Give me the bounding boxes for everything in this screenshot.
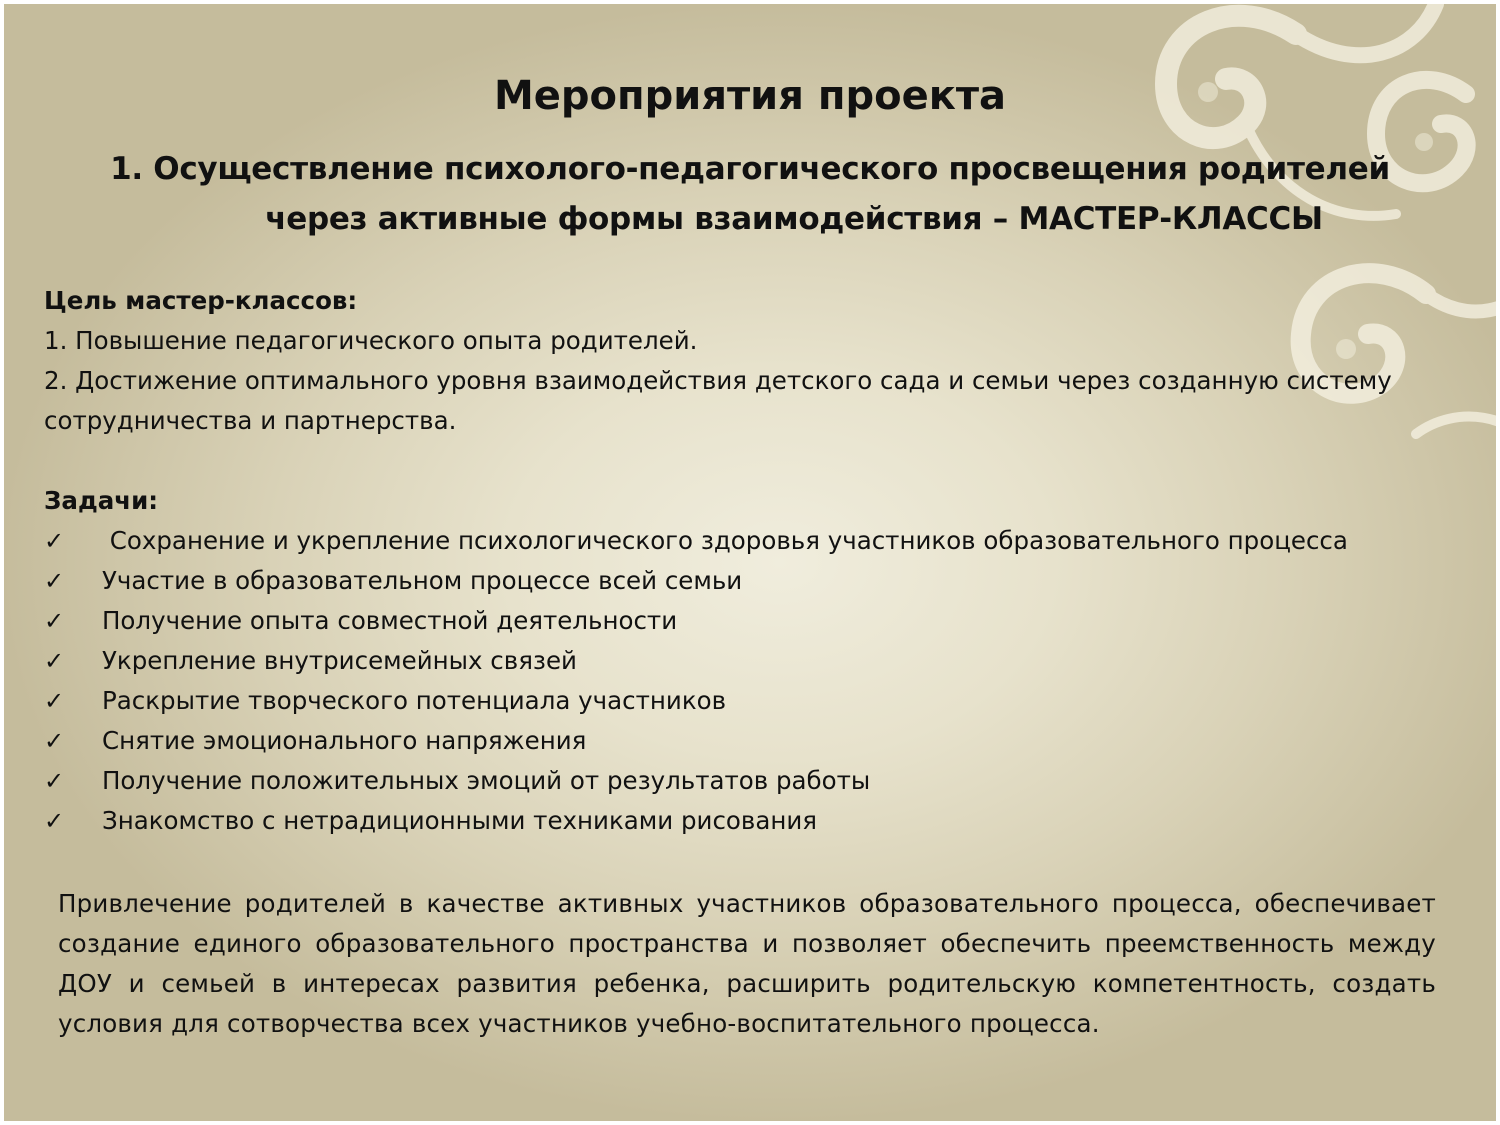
list-item [44,761,1494,801]
list-item [44,601,1494,641]
list-item [44,721,1494,761]
list-item [44,681,1494,721]
goal-item-1: 1. Повышение педагогического опыта родителей. [44,326,698,355]
checkmark-icon: ✓ [44,687,65,715]
tasks-list [44,521,1494,841]
conclusion-paragraph: Привлечение родителей в качестве активных участников образовательного процесса, обеспечивает создание единого образовательного пространства и позволяет обеспечить преемственность между ДОУ и семьей в интересах развития ребенка, расширить родительскую компетентность, создать условия для сотворчества всех участников учебно-воспитательного процесса. [58,889,1436,1038]
goal-item-2: 2. Достижение оптимального уровня взаимодействия детского сада и семьи через созданную систему сотрудничества и партнерства. [44,366,1392,435]
tasks-label: Задачи: [44,486,159,515]
checkmark-icon: ✓ [44,527,65,555]
slide-title: Мероприятия проекта [493,73,1007,119]
checkmark-icon: ✓ [44,807,65,835]
goal-label: Цель мастер-классов: [44,286,358,315]
task-text: Получение опыта совместной деятельности [102,606,678,635]
list-item [44,801,1494,841]
subtitle-line-1: 1. Осуществление психолого-педагогического просвещения родителей [110,151,1390,187]
list-item [44,641,1494,681]
slide-subtitle [64,144,1436,244]
checkmark-icon: ✓ [44,767,65,795]
list-item [44,521,1494,561]
task-text: Раскрытие творческого потенциала участников [102,686,727,715]
list-item [44,561,1494,601]
task-text: Снятие эмоционального напряжения [102,726,587,755]
task-text: Получение положительных эмоций от результатов работы [102,766,871,795]
task-text: Сохранение и укрепление психологического здоровья участников образовательного процесса [102,526,1348,555]
goal-section [44,281,1484,441]
task-text: Участие в образовательном процессе всей семьи [102,566,743,595]
checkmark-icon: ✓ [44,607,65,635]
subtitle-line-2: через активные формы взаимодействия – МАСТЕР-КЛАССЫ [265,201,1323,237]
checkmark-icon: ✓ [44,567,65,595]
tasks-section [44,481,1494,841]
slide [4,4,1496,1121]
task-text: Знакомство с нетрадиционными техниками рисования [102,806,818,835]
task-text: Укрепление внутрисемейных связей [102,646,577,675]
checkmark-icon: ✓ [44,727,65,755]
checkmark-icon: ✓ [44,647,65,675]
